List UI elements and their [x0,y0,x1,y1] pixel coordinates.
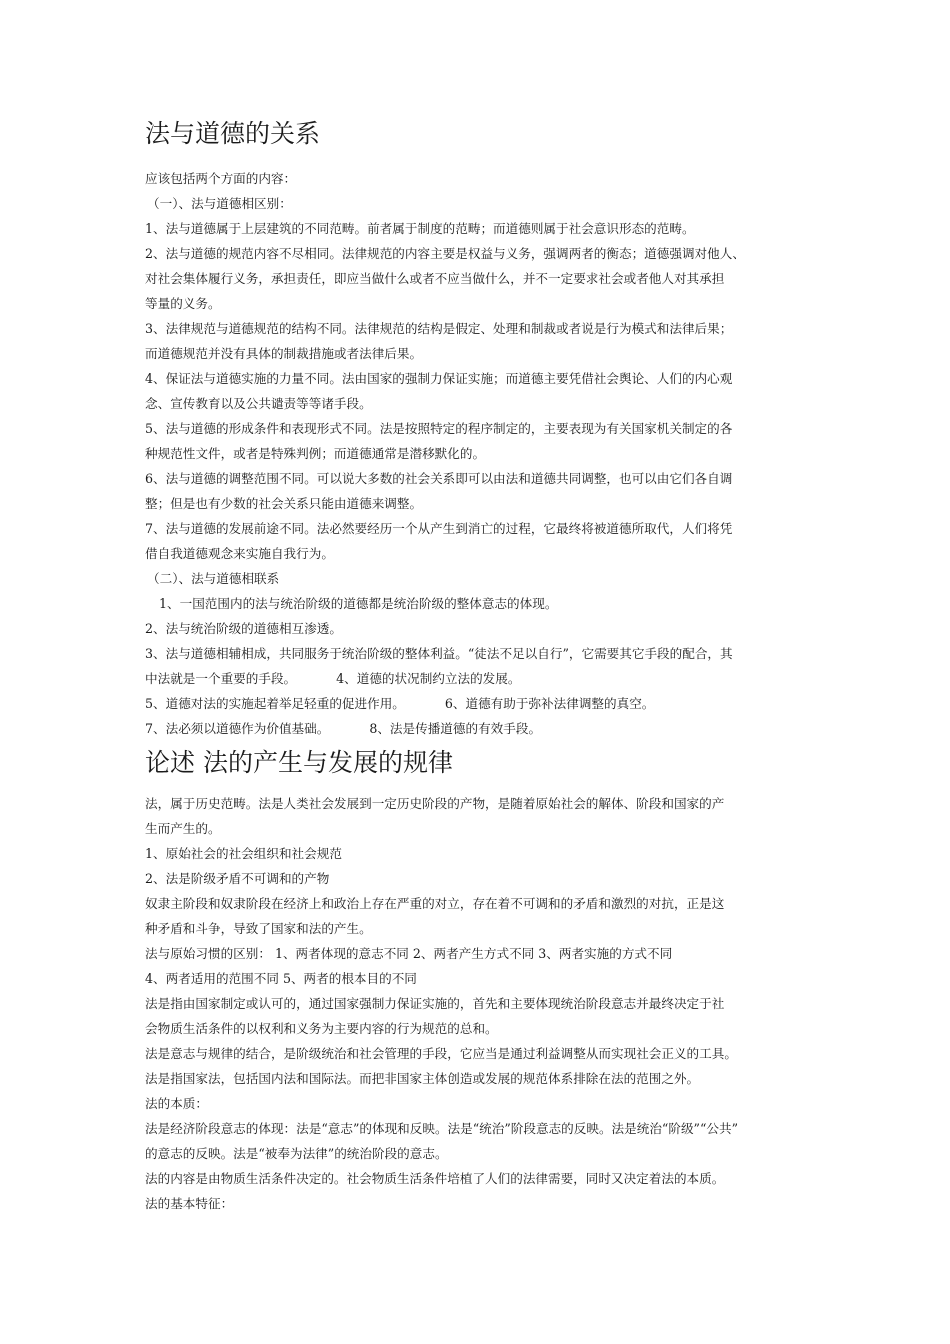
paragraph-line: 4、两者适用的范围不同 5、两者的根本目的不同 [145,971,417,986]
paragraph-line: 法与原始习惯的区别： 1、两者体现的意志不同 2、两者产生方式不同 3、两者实施的方式不同 [145,946,673,961]
inline-text: 中法就是一个重要的手段。 [145,671,297,686]
paragraph-line: 2、法与道德的规范内容不尽相同。法律规范的内容主要是权益与义务，强调两者的衡态；道德强调对他人、 [145,246,745,261]
paragraph-line: 2、法与统治阶级的道德相互渗透。 [145,621,342,636]
paragraph-line: 法是经济阶段意志的体现：法是“意志”的体现和反映。法是“统治”阶段意志的反映。法是统治“阶级”“公共” [145,1121,739,1136]
paragraph-line: 法的本质： [145,1096,208,1111]
paragraph-line: 1、原始社会的社会组织和社会规范 [145,846,342,861]
paragraph-line: 法是指国家法，包括国内法和国际法。而把非国家主体创造或发展的规范体系排除在法的范围之外。 [145,1071,700,1086]
paragraph-line: 借自我道德观念来实施自我行为。 [145,546,334,561]
paragraph-line: 法是指由国家制定或认可的，通过国家强制力保证实施的，首先和主要体现统治阶段意志并最终决定于社 [145,996,725,1011]
paragraph-line [145,716,813,741]
subheading-connection: （二）、法与道德相联系 [147,571,280,586]
document-content [145,118,813,1216]
section-title-law-origin: 论述 法的产生与发展的规律 [145,748,453,777]
paragraph-line: 等量的义务。 [145,296,221,311]
paragraph-line: 2、法是阶级矛盾不可调和的产物 [145,871,330,886]
intro-line: 应该包括两个方面的内容： [145,171,297,186]
paragraph-line: 生而产生的。 [145,821,221,836]
paragraph-line: 种矛盾和斗争，导致了国家和法的产生。 [145,921,372,936]
paragraph-line [145,691,813,716]
paragraph-line: 法的内容是由物质生活条件决定的。社会物质生活条件培植了人们的法律需要，同时又决定着法的本质。 [145,1171,725,1186]
inline-text: 4、道德的状况制约立法的发展。 [336,671,521,686]
inline-text: 7、法必须以道德作为价值基础。 [145,721,330,736]
paragraph-line: 而道德规范并没有具体的制裁措施或者法律后果。 [145,346,423,361]
paragraph-line: 法的基本特征： [145,1196,234,1211]
paragraph-line: 整；但是也有少数的社会关系只能由道德来调整。 [145,496,423,511]
paragraph-line: 3、法律规范与道德规范的结构不同。法律规范的结构是假定、处理和制裁或者说是行为模式和法律后果； [145,321,733,336]
paragraph-line: 7、法与道德的发展前途不同。法必然要经历一个从产生到消亡的过程，它最终将被道德所取代，人们将凭 [145,521,733,536]
paragraph-line [145,666,813,691]
section-title-law-and-morality: 法与道德的关系 [145,119,321,148]
paragraph-line: 3、法与道德相辅相成，共同服务于统治阶级的整体利益。“徒法不足以自行”，它需要其它手段的配合，其 [145,646,733,661]
paragraph-line: 念、宣传教育以及公共谴责等等诸手段。 [145,396,372,411]
paragraph-line: 种规范性文件，或者是特殊判例；而道德通常是潜移默化的。 [145,446,486,461]
paragraph-line: 1、一国范围内的法与统治阶级的道德都是统治阶级的整体意志的体现。 [159,596,558,611]
paragraph-line: 奴隶主阶段和奴隶阶段在经济上和政治上存在严重的对立，存在着不可调和的矛盾和激烈的对抗，正是这 [145,896,725,911]
paragraph-line: 法，属于历史范畴。法是人类社会发展到一定历史阶段的产物，是随着原始社会的解体、阶段和国家的产 [145,796,725,811]
inline-text: 6、道德有助于弥补法律调整的真空。 [444,696,655,711]
paragraph-line: 会物质生活条件的以权利和义务为主要内容的行为规范的总和。 [145,1021,498,1036]
paragraph-line: 1、法与道德属于上层建筑的不同范畴。前者属于制度的范畴；而道德则属于社会意识形态的范畴。 [145,221,695,236]
paragraph-line: 对社会集体履行义务，承担责任，即应当做什么或者不应当做什么，并不一定要求社会或者他人对其承担 [145,271,725,286]
paragraph-line: 4、保证法与道德实施的力量不同。法由国家的强制力保证实施；而道德主要凭借社会舆论、人们的内心观 [145,371,733,386]
paragraph-line: 5、法与道德的形成条件和表现形式不同。法是按照特定的程序制定的，主要表现为有关国家机关制定的各 [145,421,733,436]
inline-text: 8、法是传播道德的有效手段。 [369,721,542,736]
inline-text: 5、道德对法的实施起着举足轻重的促进作用。 [145,696,405,711]
paragraph-line: 6、法与道德的调整范围不同。可以说大多数的社会关系即可以由法和道德共同调整，也可以由它们各自调 [145,471,733,486]
paragraph-line: 的意志的反映。法是“被奉为法律”的统治阶段的意志。 [145,1146,448,1161]
paragraph-line: 法是意志与规律的结合，是阶级统治和社会管理的手段，它应当是通过利益调整从而实现社会正义的工具。 [145,1046,737,1061]
subheading-difference: （一）、法与道德相区别： [147,196,292,211]
